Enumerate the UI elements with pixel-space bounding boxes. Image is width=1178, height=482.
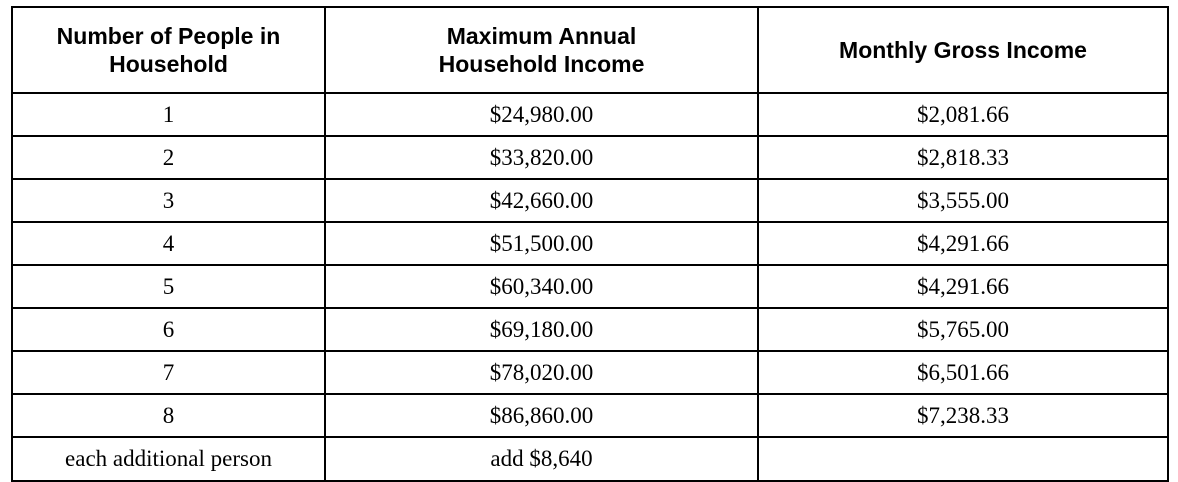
column-header-annual-income — [325, 7, 758, 93]
column-header-people — [12, 7, 325, 93]
cell-people: 3 — [12, 179, 325, 222]
cell-annual: $33,820.00 — [325, 136, 758, 179]
cell-people-additional: each additional person — [12, 437, 325, 481]
cell-people: 6 — [12, 308, 325, 351]
column-header-monthly-income-line1: Monthly Gross Income — [839, 36, 1087, 63]
cell-monthly: $6,501.66 — [758, 351, 1168, 394]
cell-monthly: $7,238.33 — [758, 394, 1168, 437]
cell-people: 2 — [12, 136, 325, 179]
cell-annual: $78,020.00 — [325, 351, 758, 394]
cell-annual-additional: add $8,640 — [325, 437, 758, 481]
cell-monthly: $2,081.66 — [758, 93, 1168, 136]
income-eligibility-table-page — [0, 6, 1178, 471]
income-eligibility-table — [11, 6, 1169, 482]
cell-people: 4 — [12, 222, 325, 265]
column-header-people-line1: Number of People in — [56, 22, 281, 49]
table-row — [12, 308, 1168, 351]
table-row — [12, 222, 1168, 265]
table-row — [12, 179, 1168, 222]
table-header — [12, 7, 1168, 93]
table-row — [12, 136, 1168, 179]
cell-monthly: $4,291.66 — [758, 222, 1168, 265]
cell-annual: $86,860.00 — [325, 394, 758, 437]
cell-annual: $69,180.00 — [325, 308, 758, 351]
table-row — [12, 394, 1168, 437]
cell-people: 8 — [12, 394, 325, 437]
cell-monthly-additional — [758, 437, 1168, 481]
cell-people: 7 — [12, 351, 325, 394]
cell-monthly: $4,291.66 — [758, 265, 1168, 308]
table-row — [12, 265, 1168, 308]
cell-annual: $42,660.00 — [325, 179, 758, 222]
table-row-additional-person — [12, 437, 1168, 481]
table-header-row — [12, 7, 1168, 93]
cell-annual: $51,500.00 — [325, 222, 758, 265]
column-header-annual-income-line1: Maximum Annual — [446, 22, 637, 49]
cell-monthly: $5,765.00 — [758, 308, 1168, 351]
cell-monthly: $2,818.33 — [758, 136, 1168, 179]
cell-people: 5 — [12, 265, 325, 308]
table-row — [12, 93, 1168, 136]
column-header-people-line2: Household — [109, 51, 228, 77]
cell-monthly: $3,555.00 — [758, 179, 1168, 222]
cell-annual: $24,980.00 — [325, 93, 758, 136]
cell-annual: $60,340.00 — [325, 265, 758, 308]
table-row — [12, 351, 1168, 394]
table-body — [12, 93, 1168, 481]
cell-people: 1 — [12, 93, 325, 136]
column-header-annual-income-line2: Household Income — [438, 51, 645, 77]
column-header-monthly-income — [758, 7, 1168, 93]
